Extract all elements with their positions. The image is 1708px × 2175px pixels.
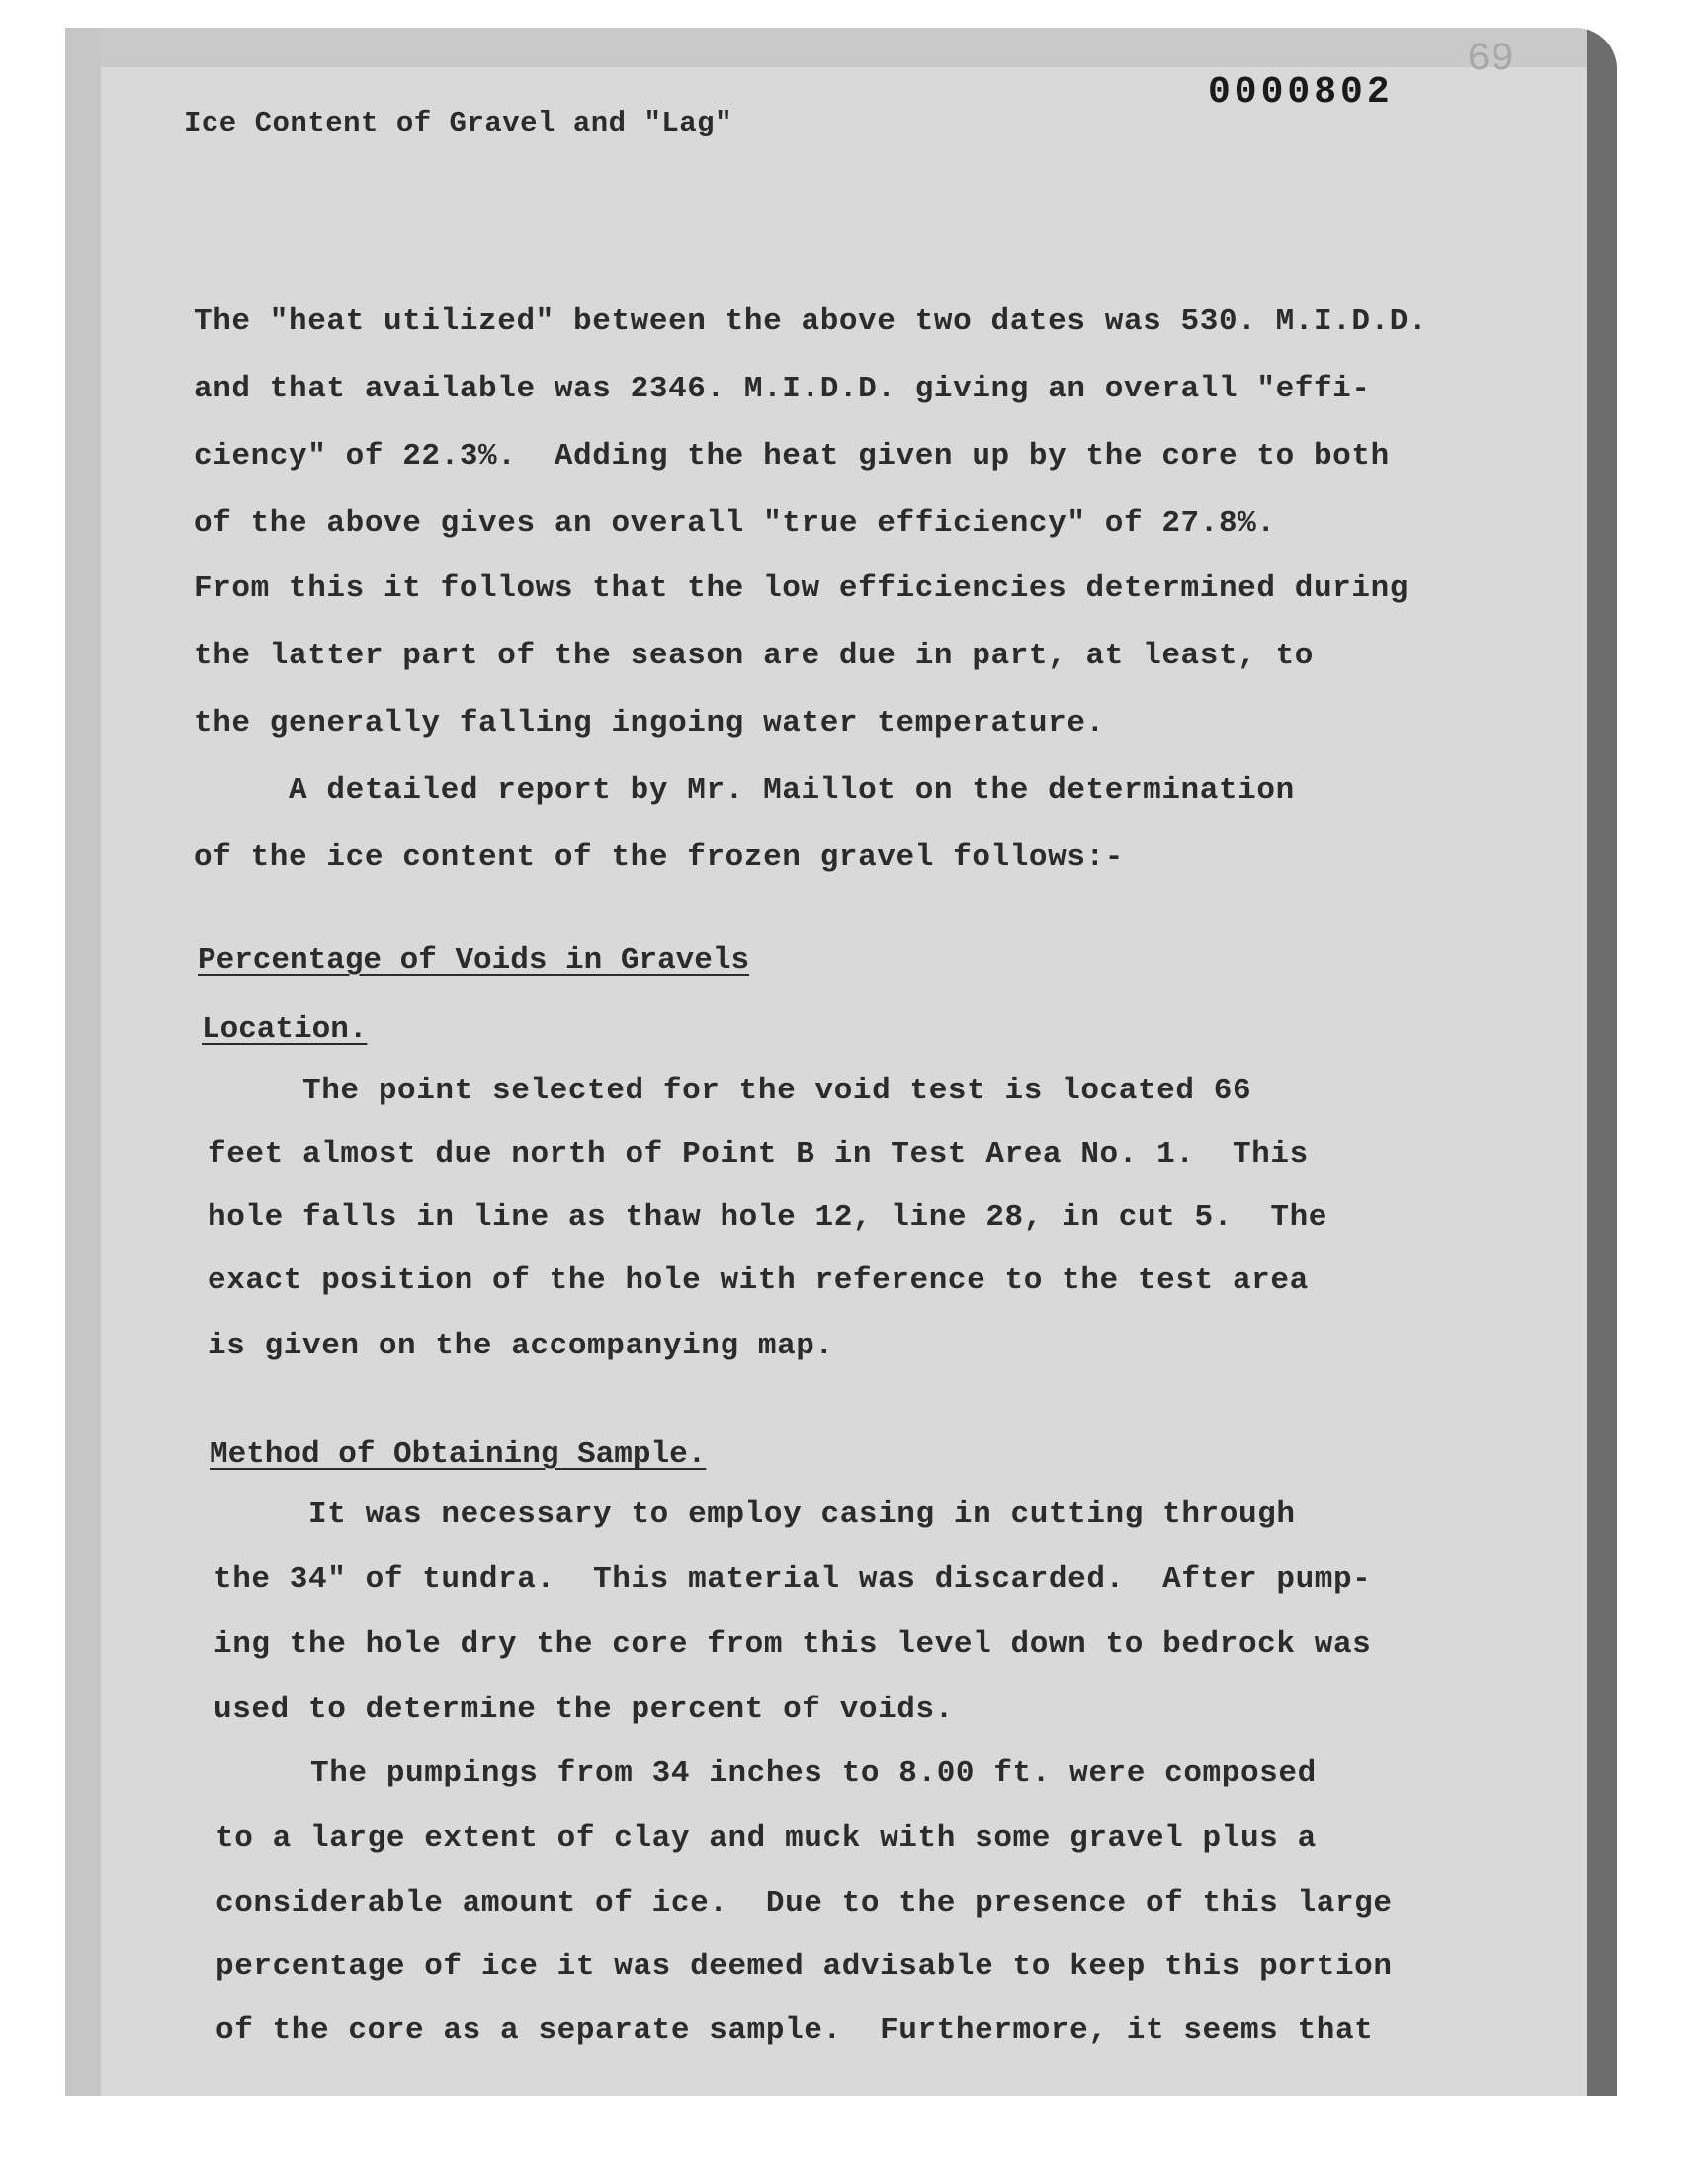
- header-title: Ice Content of Gravel and "Lag": [184, 107, 732, 139]
- heading-location: Location.: [202, 1012, 368, 1047]
- location-line-2: feet almost due north of Point B in Test Area No. 1. This: [208, 1137, 1309, 1172]
- corner-page-mark: 69: [1467, 38, 1515, 82]
- method-p1-line-3: ing the hole dry the core from this level down to bedrock was: [214, 1627, 1372, 1662]
- sheet-right-edge: [1587, 28, 1617, 2096]
- document-number: 0000802: [1208, 71, 1394, 114]
- method-p2-line-4: percentage of ice it was deemed advisable to keep this portion: [215, 1950, 1393, 1984]
- report-intro-line-1: A detailed report by Mr. Maillot on the determination: [194, 773, 1295, 808]
- location-line-4: exact position of the hole with reference to the test area: [208, 1263, 1309, 1298]
- method-p1-line-1: It was necessary to employ casing in cutting through: [214, 1497, 1296, 1531]
- intro-line-7: the generally falling ingoing water temperature.: [194, 706, 1105, 740]
- method-p2-line-2: to a large extent of clay and muck with some gravel plus a: [215, 1821, 1317, 1856]
- method-p2-line-5: of the core as a separate sample. Furthermore, it seems that: [215, 2013, 1374, 2047]
- intro-line-2: and that available was 2346. M.I.D.D. giving an overall "effi-: [194, 372, 1371, 406]
- intro-line-1: The "heat utilized" between the above two dates was 530. M.I.D.D.: [194, 304, 1428, 339]
- location-line-5: is given on the accompanying map.: [208, 1329, 834, 1363]
- intro-line-4: of the above gives an overall "true efficiency" of 27.8%.: [194, 506, 1276, 541]
- heading-voids: Percentage of Voids in Gravels: [198, 943, 750, 978]
- sheet-left-shadow: [65, 28, 101, 2096]
- intro-line-5: From this it follows that the low efficiencies determined during: [194, 571, 1409, 606]
- method-p2-line-1: The pumpings from 34 inches to 8.00 ft. were composed: [215, 1756, 1317, 1790]
- method-p1-line-2: the 34" of tundra. This material was discarded. After pump-: [214, 1562, 1372, 1597]
- intro-line-3: ciency" of 22.3%. Adding the heat given up by the core to both: [194, 439, 1390, 474]
- sheet-top-shadow: [65, 28, 1617, 67]
- intro-line-6: the latter part of the season are due in part, at least, to: [194, 639, 1314, 673]
- location-line-1: The point selected for the void test is located 66: [208, 1074, 1252, 1108]
- heading-method: Method of Obtaining Sample.: [210, 1437, 707, 1472]
- method-p2-line-3: considerable amount of ice. Due to the presence of this large: [215, 1886, 1393, 1921]
- method-p1-line-4: used to determine the percent of voids.: [214, 1693, 954, 1727]
- report-intro-line-2: of the ice content of the frozen gravel follows:-: [194, 840, 1124, 875]
- location-line-3: hole falls in line as thaw hole 12, line 28, in cut 5. The: [208, 1200, 1327, 1235]
